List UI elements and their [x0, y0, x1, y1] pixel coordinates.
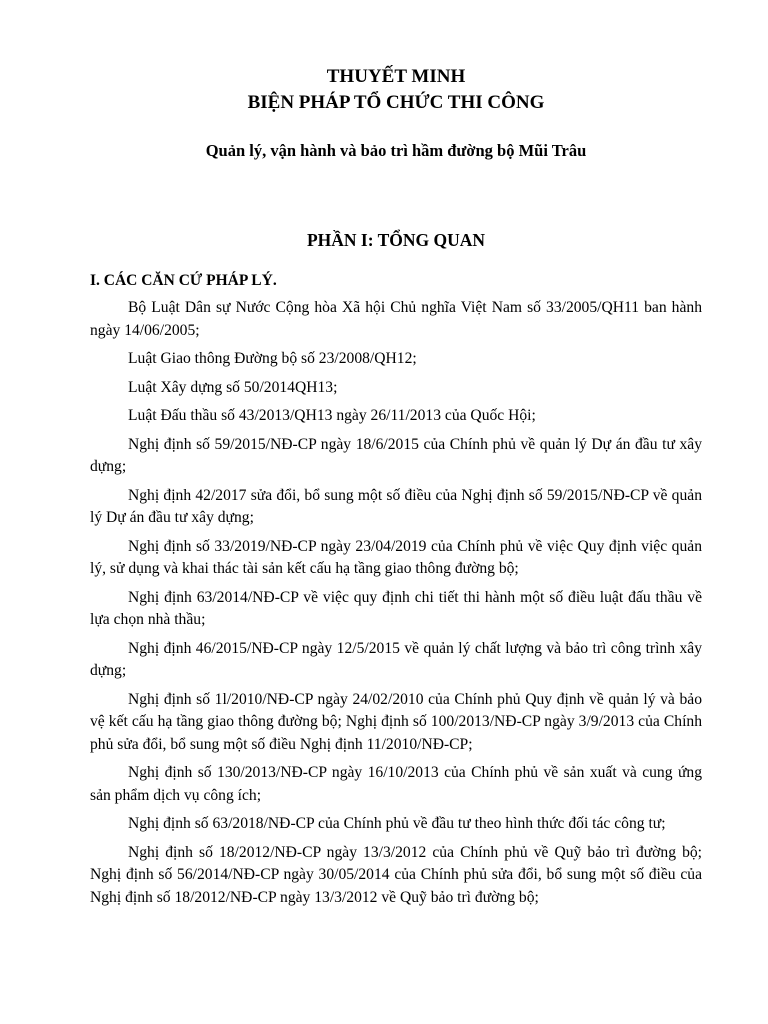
legal-basis-paragraph: Nghị định số 59/2015/NĐ-CP ngày 18/6/2015 của Chính phủ về quản lý Dự án đầu tư xây dựng; [90, 435, 702, 475]
legal-basis-list [90, 297, 702, 909]
legal-basis-paragraph: Luật Xây dựng số 50/2014QH13; [128, 378, 338, 396]
document-title-line-1: THUYẾT MINH [326, 66, 466, 87]
document-page [90, 60, 702, 915]
document-title-line-2: BIỆN PHÁP TỔ CHỨC THI CÔNG [247, 92, 545, 113]
legal-basis-paragraph: Luật Giao thông Đường bộ số 23/2008/QH12; [128, 350, 417, 367]
legal-basis-paragraph: Nghị định số 130/2013/NĐ-CP ngày 16/10/2013 của Chính phủ về sản xuất và cung ứng sản phẩm dịch vụ công ích; [90, 764, 702, 804]
legal-basis-paragraph: Bộ Luật Dân sự Nước Cộng hòa Xã hội Chủ nghĩa Việt Nam số 33/2005/QH11 ban hành ngày 14/06/2005; [90, 299, 702, 339]
legal-basis-paragraph: Nghị định số 18/2012/NĐ-CP ngày 13/3/2012 của Chính phủ về Quỹ bảo trì đường bộ; Nghị định số 56/2014/NĐ-CP ngày 30/05/2014 của Chính phủ sửa đổi, bổ sung một số điều của Nghị định số 18/2012/NĐ-CP ngày 13/3/2012 về Quỹ bảo trì đường bộ; [90, 843, 702, 906]
legal-basis-paragraph: Nghị định 63/2014/NĐ-CP về việc quy định chi tiết thi hành một số điều luật đấu thầu về lựa chọn nhà thầu; [90, 588, 702, 628]
legal-basis-paragraph: Nghị định số 33/2019/NĐ-CP ngày 23/04/2019 của Chính phủ về việc Quy định việc quản lý, sử dụng và khai thác tài sản kết cấu hạ tầng giao thông đường bộ; [90, 537, 702, 577]
document-subtitle: Quản lý, vận hành và bảo trì hầm đường bộ Mũi Trâu [205, 141, 587, 160]
legal-basis-paragraph: Nghị định 42/2017 sửa đổi, bổ sung một số điều của Nghị định số 59/2015/NĐ-CP về quản lý Dự án đầu tư xây dựng; [90, 486, 702, 526]
legal-basis-paragraph: Luật Đấu thầu số 43/2013/QH13 ngày 26/11/2013 của Quốc Hội; [128, 407, 536, 424]
part-heading: PHẦN I: TỔNG QUAN [306, 230, 486, 250]
legal-basis-paragraph: Nghị định số 63/2018/NĐ-CP của Chính phủ về đầu tư theo hình thức đối tác công tư; [128, 815, 666, 832]
legal-basis-paragraph: Nghị định 46/2015/NĐ-CP ngày 12/5/2015 về quản lý chất lượng và bảo trì công trình xây dựng; [90, 639, 702, 679]
section-heading: I. CÁC CĂN CỨ PHÁP LÝ. [90, 272, 277, 289]
legal-basis-paragraph: Nghị định số 1l/2010/NĐ-CP ngày 24/02/2010 của Chính phủ Quy định về quản lý và bảo vệ kết cấu hạ tầng giao thông đường bộ; Nghị định số 100/2013/NĐ-CP ngày 3/9/2013 của Chính phủ sửa đổi, bổ sung một số điều Nghị định 11/2010/NĐ-CP; [90, 690, 702, 753]
